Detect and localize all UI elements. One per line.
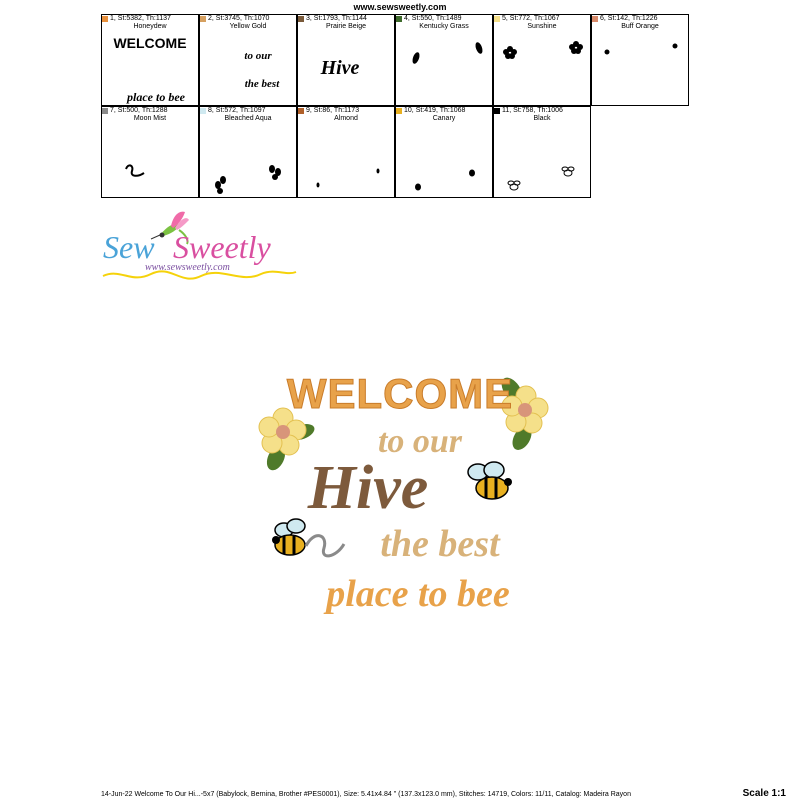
bee-outline-icon (508, 181, 520, 190)
color-name: Prairie Beige (325, 23, 367, 30)
color-name: Almond (334, 115, 358, 122)
color-name: Moon Mist (133, 115, 167, 122)
flower-icon (569, 41, 583, 54)
color-cell-10: 10, St:419, Th:1068 Canary (395, 106, 493, 198)
bee-outline-icon (562, 167, 574, 176)
bee-body-icon (469, 170, 475, 177)
bee-trail-icon (306, 536, 344, 556)
thumb-prairie-beige (298, 15, 395, 106)
scale-label: Scale 1:1 (742, 788, 786, 799)
color-name: Buff Orange (621, 23, 659, 30)
color-cell-6: 6, St:142, Th:1226 Buff Orange (591, 14, 689, 106)
sewsweetly-logo (101, 206, 301, 290)
thumb-yellow-gold (200, 15, 297, 106)
design-the-best-text: the best (380, 523, 500, 565)
color-name: Bleached Aqua (224, 115, 272, 122)
flower-center-icon (605, 50, 610, 55)
design-to-our-text: to our (377, 423, 463, 460)
flower-center-icon (673, 44, 678, 49)
thumb-sunshine (494, 15, 591, 106)
dot-icon (377, 169, 380, 174)
logo-sweetly-text: Sweetly (173, 229, 271, 265)
color-cell-4: 4, St:550, Th:1489 Kentucky Grass (395, 14, 493, 106)
thumb-honeydew (102, 15, 199, 106)
thumb-welcome-text: WELCOME (113, 35, 187, 51)
embroidery-design (250, 360, 550, 620)
bee-wings-icon (269, 165, 281, 180)
color-chart-grid (101, 14, 798, 201)
thumb-black (494, 107, 591, 198)
thumb-moon-mist (102, 107, 199, 198)
color-cell-2: 2, St:3745, Th:1070 Yellow Gold to our the best (199, 14, 297, 106)
flower-icon (503, 46, 517, 59)
design-hive-text: Hive (307, 454, 429, 522)
thumb-place-text: place to bee (127, 90, 185, 104)
thumb-the-best-text: the best (244, 78, 280, 90)
thumb-kentucky-grass (396, 15, 493, 106)
color-cell-7: 7, St:500, Th:1288 Moon Mist (101, 106, 199, 198)
color-cell-5: 5, St:772, Th:1067 Sunshine (493, 14, 591, 106)
bee-body-icon (415, 184, 421, 191)
thumb-buff-orange (592, 15, 689, 106)
bee-icon (272, 519, 305, 555)
thumb-almond (298, 107, 395, 198)
bee-trail-icon (126, 165, 144, 175)
logo-sew-text: Sew (103, 229, 155, 265)
logo-url-text: www.sewsweetly.com (145, 262, 230, 273)
leaf-icon (411, 51, 421, 64)
thumb-hive-text: Hive (320, 57, 360, 79)
design-info-footer: 14-Jun-22 Welcome To Our Hi...-5x7 (Babylock, Bernina, Brother #PES0001), Size: 5.41x4.84 " (137.3x123.0 mm), Stitches: 14719, Colors: 11/11, Catalog: Madeira Rayon (101, 791, 631, 798)
color-name: Canary (432, 115, 456, 122)
color-name: Black (533, 115, 551, 122)
site-url: www.sewsweetly.com (353, 2, 447, 12)
color-cell-1: 1, St:5382, Th:1137 Honeydew WELCOME place to bee (101, 14, 199, 106)
thumb-to-our-text: to our (244, 50, 272, 62)
color-cell-11: 11, St:758, Th:1006 Black (493, 106, 591, 198)
color-name: Honeydew (133, 23, 167, 30)
thumb-canary (396, 107, 493, 198)
design-place-text: place to bee (326, 573, 510, 615)
bee-wings-icon (215, 176, 226, 194)
color-cell-8: 8, St:572, Th:1097 Bleached Aqua (199, 106, 297, 198)
leaf-icon (474, 41, 484, 54)
design-welcome-text: WELCOME (286, 370, 514, 417)
color-cell-9: 9, St:86, Th:1173 Almond (297, 106, 395, 198)
color-name: Kentucky Grass (419, 23, 469, 30)
bee-icon (468, 462, 512, 499)
color-cell-3: 3, St:1793, Th:1144 Prairie Beige Hive (297, 14, 395, 106)
thumb-bleached-aqua (200, 107, 297, 198)
color-name: Sunshine (527, 23, 557, 30)
dot-icon (317, 183, 320, 188)
color-name: Yellow Gold (229, 23, 267, 30)
